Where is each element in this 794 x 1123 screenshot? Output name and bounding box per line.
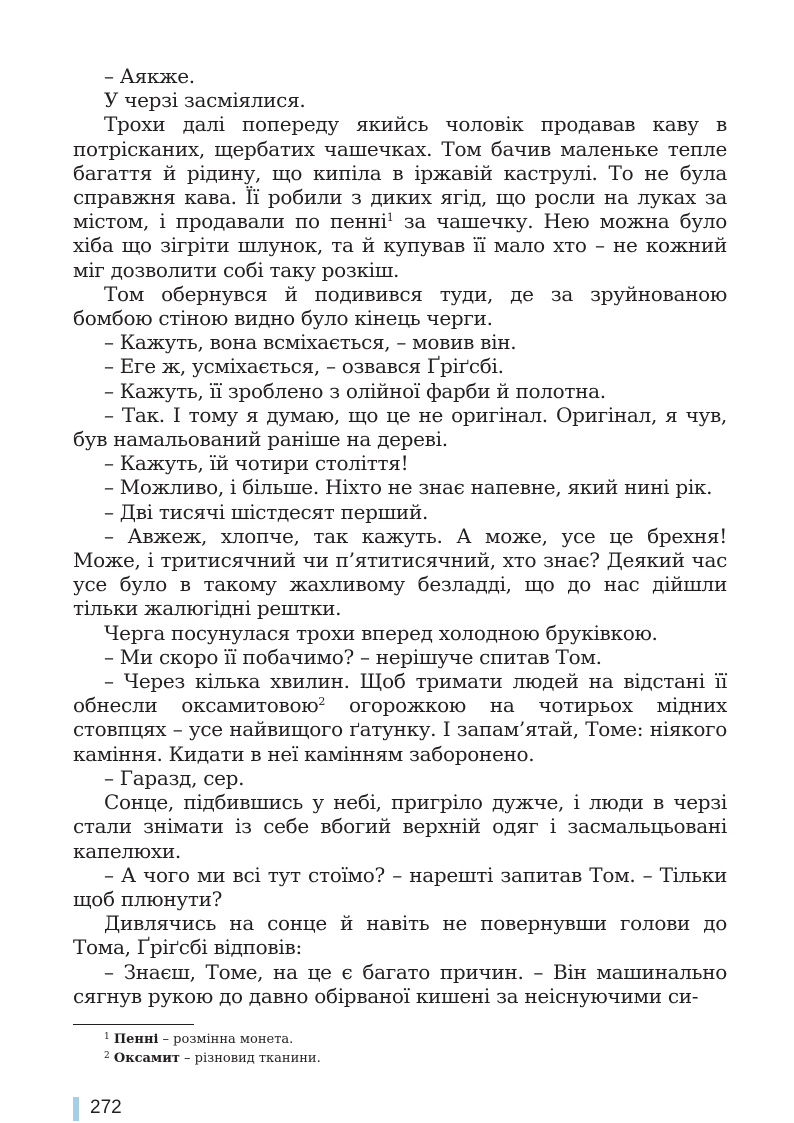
footnote bbox=[73, 1030, 727, 1049]
footnote-number: 2 bbox=[104, 1051, 110, 1061]
main-text bbox=[73, 64, 727, 1008]
paragraph: – Кажуть, їй чотири століття! bbox=[104, 451, 409, 476]
paragraph: – Так. І тому я думаю, що це не оригінал. Оригінал, я чув, був намальований раніше на дереві. bbox=[73, 402, 727, 452]
paragraph: – Еге ж, усміхається, – озвався Ґріґсбі. bbox=[104, 354, 504, 379]
footnote-ref-1: 1 bbox=[386, 211, 394, 225]
paragraph-text: огорожкою на чотирьох мідних стовпцях – усе найвищого ґатунку. І запам’ятай, Томе: ніякого каміння. Кидати в неї камінням заборонено. bbox=[73, 693, 728, 766]
paragraph: – Можливо, і більше. Ніхто не знає напевне, який нині рік. bbox=[104, 475, 713, 500]
page-marker-bar bbox=[73, 1097, 79, 1121]
footnote bbox=[73, 1049, 727, 1068]
footnote-term: Оксамит bbox=[113, 1051, 180, 1066]
footnotes bbox=[73, 1030, 727, 1068]
paragraph bbox=[73, 112, 727, 281]
paragraph: – Дві тисячі шістдесят перший. bbox=[104, 499, 429, 524]
paragraph: Том обернувся й подивився туди, де за зруйнованою бомбою стіною видно було кінець черги. bbox=[73, 281, 727, 331]
paragraph: – Аякже. bbox=[104, 64, 195, 88]
footnote-term: Пенні bbox=[113, 1032, 159, 1047]
paragraph: Дивлячись на сонце й навіть не повернувши голови до Тома, Ґріґсбі відповів: bbox=[73, 911, 727, 960]
paragraph: – Кажуть, її зроблено з олійної фарби й полотна. bbox=[104, 378, 606, 403]
paragraph: У черзі засміялися. bbox=[104, 88, 306, 113]
paragraph-text: за чашечку. Нею можна було хіба що зігріти шлунок, та й купував її мало хто – не кожний міг дозволити собі таку розкіш. bbox=[73, 209, 728, 282]
paragraph: – Авжеж, хлопче, так кажуть. А може, усе це брехня! Може, і тритисячний чи п’ятитисячний, хто знає? Деякий час усе було в такому жахливому безладді, що до нас дійшли тільки жалюгідні рештки. bbox=[73, 523, 727, 621]
paragraph: – Знаєш, Томе, на це є багато причин. – Він машинально сягнув рукою до давно обірваної кишені за неіснуючими си- bbox=[73, 959, 727, 1008]
footnote-number: 1 bbox=[104, 1032, 110, 1042]
paragraph: – Кажуть, вона всміхається, – мовив він. bbox=[104, 330, 517, 355]
footnote-text: – різновид тканини. bbox=[179, 1051, 321, 1066]
paragraph: – А чого ми всі тут стоїмо? – нарешті запитав Том. – Тільки щоб плюнути? bbox=[73, 862, 727, 911]
paragraph: Черга посунулася трохи вперед холодною бруківкою. bbox=[104, 620, 658, 645]
footnote-ref-2: 2 bbox=[318, 695, 326, 709]
footnote-text: – розмінна монета. bbox=[158, 1032, 294, 1047]
page-number: 272 bbox=[90, 1097, 122, 1118]
paragraph: – Ми скоро її побачимо? – нерішуче спитав Том. bbox=[104, 644, 602, 669]
paragraph-text: Трохи далі попереду якийсь чоловік продавав каву в потрісканих, щербатих чашечках. Том бачив маленьке тепле багаття й рідину, що кипіла в іржавій каструлі. То не була справжня кава. Її робили з диких ягід, що росли на луках за містом, і продавали по пенні bbox=[73, 112, 727, 234]
footnote-divider bbox=[73, 1024, 194, 1025]
paragraph: Сонце, підбившись у небі, пригріло дужче, і люди в черзі стали знімати із себе вбогий верхній одяг і засмальцьовані капелюхи. bbox=[73, 790, 727, 863]
paragraph-text: – Через кілька хвилин. Щоб тримати людей на відстані її обнесли оксамитовою bbox=[73, 669, 727, 718]
paragraph bbox=[73, 669, 727, 766]
paragraph: – Гаразд, сер. bbox=[104, 765, 245, 790]
